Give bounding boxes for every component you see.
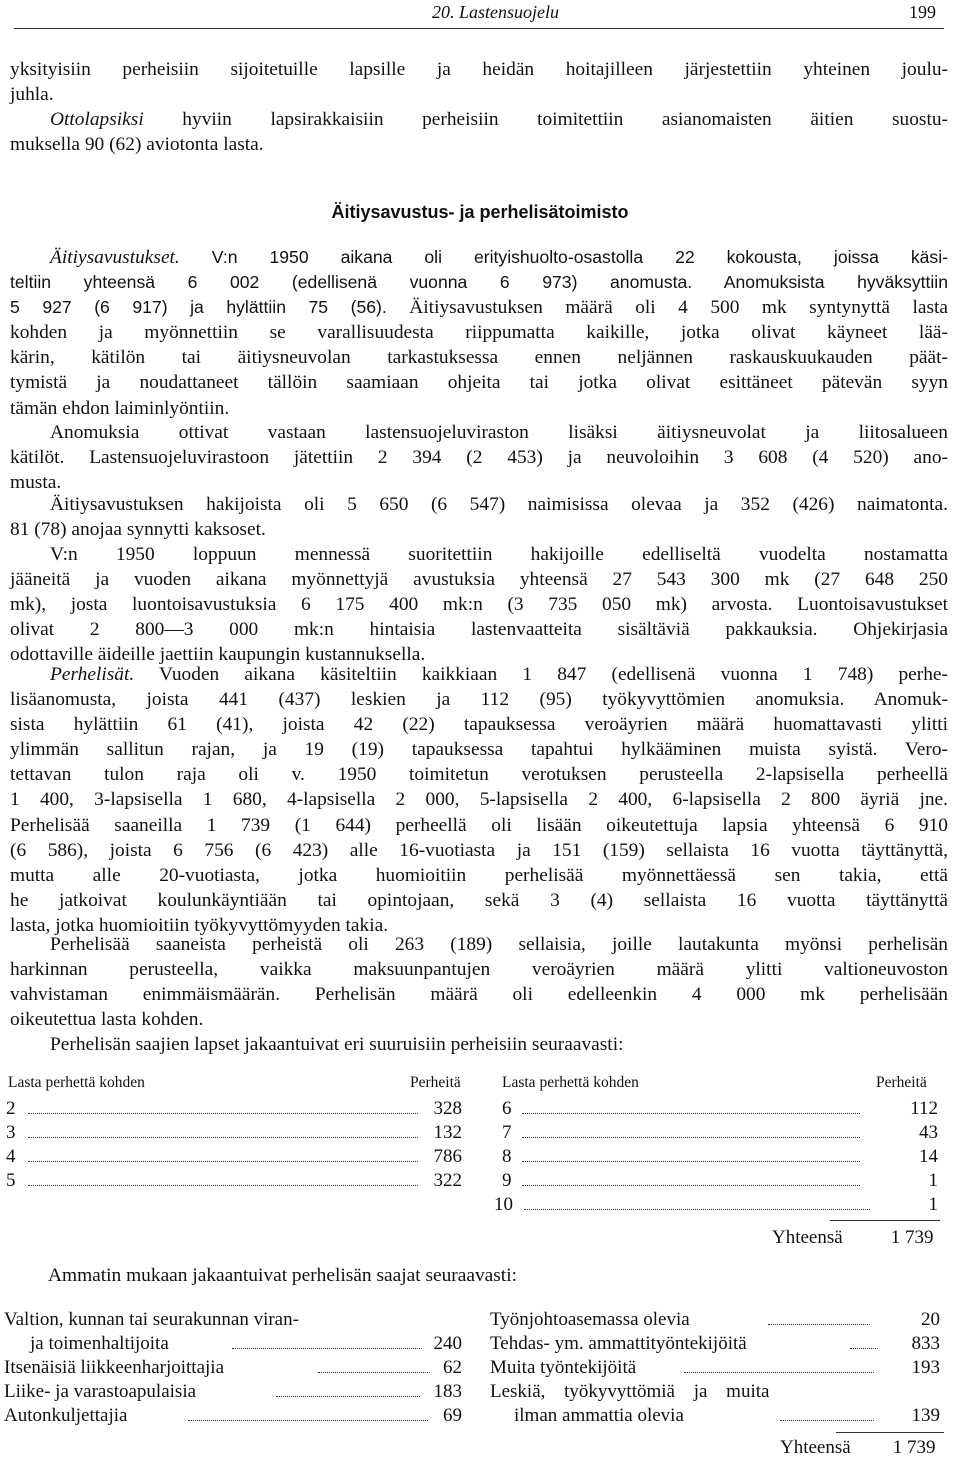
total-label: Yhteensä [780,1437,851,1458]
paragraph-2 [10,107,948,157]
dot-leader [28,1113,418,1114]
text-line: Anomuksia ottivat vastaan lastensuojeluviraston lisäksi äitiysneuvolat ja liitosalueen [50,422,948,443]
row-value: 328 [433,1098,462,1119]
total-value: 1 739 [890,1227,934,1248]
table-row [490,1381,942,1405]
dot-leader [522,1185,860,1186]
row-value: 69 [443,1405,462,1426]
page-number: 199 [909,2,936,22]
paragraph-10: Ammatin mukaan jakaantuivat perhelisän saajat seuraavasti: [48,1265,517,1286]
text-line: vahvistaman enimmäismäärän. Perhelisän määrä oli edelleenkin 4 000 mk perhelisään [10,984,948,1006]
total-label: Yhteensä [772,1227,843,1248]
paragraph-9 [10,1032,948,1057]
row-key: Työnjohtoasemassa olevia [490,1309,690,1330]
text-line: mk), josta luontoisavustuksia 6 175 400 mk:n (3 735 050 mk) arvosta. Luontoisavustukset [10,594,948,616]
table-row [6,1122,464,1146]
text-line: (6 586), joista 6 756 (6 423) alle 16-vuotiasta ja 151 (159) sellaista 16 vuotta täyttänyttä, [10,839,948,861]
row-key: Liike- ja varastoapulaisia [4,1381,197,1402]
row-value: 1 [928,1194,938,1215]
row-value: 62 [443,1357,462,1378]
row-key: Muita työntekijöitä [490,1357,637,1378]
row-value: 112 [910,1098,938,1119]
row-key: Valtion, kunnan tai seurakunnan viran- [4,1309,299,1330]
text-line: muksella 90 (62) aviotonta lasta. [10,134,264,156]
header-rule [14,28,944,29]
table-row [490,1405,942,1429]
paragraph-8 [10,932,948,1032]
row-value: 20 [921,1309,940,1330]
dot-leader [276,1396,420,1397]
table1-right-col-label: Lasta perhettä kohden [502,1074,639,1091]
running-head: 20. Lastensuojelu [432,2,560,22]
dot-leader [780,1420,874,1421]
text-line: teltiin yhteensä 6 002 (edellisenä vuonna 6 973) anomusta. Anomuksista hyväksyttiin [10,272,948,293]
text-line: jääneitä ja vuoden aikana myönnettyjä avustuksia yhteensä 27 543 300 mk (27 648 250 [10,569,948,591]
text-line: V:n 1950 loppuun mennessä suoritettiin hakijoille edelliseltä vuodelta nostamatta [50,544,948,565]
text-line: tettavan tulon raja oli v. 1950 toimitetun verotuksen perusteella 2-lapsisella perheellä [10,764,948,786]
text-line: ylimmän sallitun rajan, ja 19 (19) tapauksessa tapahtui hylkääminen muista syistä. Vero- [10,739,948,761]
dot-leader [28,1185,418,1186]
text-line: 81 (78) anojaa synnytti kaksoset. [10,519,266,541]
table2-total [780,1437,935,1459]
row-value: 193 [911,1357,940,1378]
row-key: 3 [6,1122,16,1143]
text-line [10,245,948,270]
dot-leader [850,1348,878,1349]
italic-term: Äitiysavustukset. [50,247,180,268]
text-line: mutta alle 20-vuotiasta, jotka huomioitiin perhelisää myönnettäessä sen takia, että [10,864,948,886]
text-line [10,662,948,687]
dot-leader [28,1161,418,1162]
text-line: lisäanomusta, joista 441 (437) leskien ja 112 (95) työkyvyttömien anomuksia. Anomuk- [10,689,948,711]
table1-total [772,1227,933,1249]
table-row [4,1333,464,1357]
table-row [6,1146,464,1170]
table-row [502,1170,938,1194]
text-line [10,295,948,320]
dot-leader [188,1420,428,1421]
row-key: 2 [6,1098,16,1119]
dot-leader [524,1209,870,1210]
table-row [490,1357,942,1381]
paragraph-1 [10,57,948,107]
table1-left-col-value: Perheitä [410,1074,461,1091]
table-row [6,1170,464,1194]
row-key: 9 [502,1170,512,1191]
text-line: tämän ehdon laiminlyöntiin. [10,397,230,419]
text-span: Äitiysavustuksen määrä oli 4 500 mk syntynyttä lasta [386,297,948,319]
row-key: 4 [6,1146,16,1167]
paragraph-5 [10,492,948,542]
row-value: 14 [919,1146,938,1167]
row-key: Tehdas- ym. ammattityöntekijöitä [490,1333,747,1354]
row-key: ilman ammattia olevia [514,1405,684,1426]
text-line: tymistä ja noudattaneet tällöin saamiaan ohjeita tai jotka olivat esittäneet pätevän syyn [10,372,948,394]
dot-leader [684,1372,874,1373]
row-value: 322 [433,1170,462,1191]
text-line: yksityisiin perheisiin sijoitetuille lapsille ja heidän hoitajilleen järjestettiin yhteinen joulu- [10,59,948,80]
row-key: Itsenäisiä liikkeenharjoittajia [4,1357,225,1378]
text-line: Perhelisää saaneilla 1 739 (1 644) perheellä oli lisään oikeutettuja lapsia yhteensä 6 910 [10,814,948,836]
dot-leader [522,1161,860,1162]
row-key: 6 [502,1098,512,1119]
text-line: 1 400, 3-lapsisella 1 680, 4-lapsisella 2 000, 5-lapsisella 2 400, 6-lapsisella 2 800 äyriä jne. [10,789,948,811]
table-row [502,1122,938,1146]
table-row [490,1309,942,1333]
row-value: 786 [433,1146,462,1167]
dot-leader [522,1137,860,1138]
text-line: musta. [10,472,62,494]
row-value: 43 [919,1122,938,1143]
row-key: Autonkuljettajia [4,1405,128,1426]
row-value: 1 [928,1170,938,1191]
dot-leader [232,1348,422,1349]
row-key: 7 [502,1122,512,1143]
text-line: Äitiysavustuksen hakijoista oli 5 650 (6 547) naimisissa olevaa ja 352 (426) naimatonta. [50,494,948,515]
dot-leader [768,1324,870,1325]
italic-term: Ottolapsiksi [50,109,144,130]
row-value: 139 [911,1405,940,1426]
row-value: 240 [433,1333,462,1354]
text-line: Perhelisän saajien lapset jakaantuivat eri suuruisiin perheisiin seuraavasti: [50,1034,624,1055]
text-line: harkinnan perusteella, vaikka maksuunpantujen veroäyrien määrä ylitti valtioneuvoston [10,959,948,981]
text-line: odottaville äideille jaettiin kaupungin kustannuksella. [10,644,426,666]
text-span: 5 927 (6 917) ja hylättiin 75 (56). [10,297,387,318]
row-key: ja toimenhaltijoita [30,1333,169,1354]
text-span: Vuoden aikana käsiteltiin kaikkiaan 1 847 (edellisenä vuonna 1 748) perhe- [134,664,948,685]
text-line: olivat 2 800—3 000 mk:n hintaisia lastenvaatteita sisältäviä pakkauksia. Ohjekirjasia [10,619,948,641]
page-header [0,0,960,30]
table1-right-col-value: Perheitä [876,1074,927,1091]
text-line: Perhelisää saaneista perheistä oli 263 (189) sellaisia, joille lautakunta myönsi perhelisän [50,934,948,955]
dot-leader [28,1137,418,1138]
text-line: kätilöt. Lastensuojeluvirastoon jätettiin 2 394 (2 453) ja neuvoloihin 3 608 (4 520) ano- [10,447,948,469]
table-row [4,1357,464,1381]
row-key: 8 [502,1146,512,1167]
table-row [502,1146,938,1170]
table-row [4,1405,464,1429]
row-value: 132 [433,1122,462,1143]
row-value: 833 [911,1333,940,1354]
text-line: sista hylättiin 61 (41), joista 42 (22) tapauksessa veroäyrien määrä huomattavasti ylitti [10,714,948,736]
sum-rule [836,1432,944,1433]
table-row [4,1381,464,1405]
table-row [4,1309,464,1333]
table-row [502,1098,938,1122]
table-row [490,1333,942,1357]
italic-term: Perhelisät. [50,664,135,685]
section-heading: Äitiysavustus- ja perhelisätoimisto [331,202,629,222]
table1-left-col-label: Lasta perhettä kohden [8,1074,145,1091]
row-key: 5 [6,1170,16,1191]
paragraph-3 [10,245,948,421]
sum-rule [830,1220,940,1221]
table-row [6,1098,464,1122]
text-line: juhla. [10,84,54,106]
text-line: oikeutettua lasta kohden. [10,1009,204,1031]
paragraph-4 [10,420,948,495]
text-line: kohden ja myönnettiin se varallisuudesta riippumatta kaikille, jotka olivat käyneet lää- [10,322,948,344]
text-line [10,107,948,132]
total-value: 1 739 [892,1437,936,1458]
text-line: kärin, kätilön tai äitiysneuvolan tarkastuksessa ennen neljännen raskauskuukauden päät- [10,347,948,369]
paragraph-7 [10,662,948,938]
text-span: V:n 1950 aikana oli erityishuolto-osastolla 22 kokousta, joissa käsi- [179,247,948,267]
table-row [494,1194,938,1218]
text-span: hyviin lapsirakkaisiin perheisiin toimitettiin asianomaisten äitien suostu- [143,109,948,130]
dot-leader [318,1372,430,1373]
row-key: Leskiä, työkyvyttömiä ja muita [490,1381,770,1402]
text-line: he jatkoivat koulunkäyntiään tai opintojaan, sekä 3 (4) sellaista 16 vuotta täyttänyttä [10,889,948,911]
paragraph-6 [10,542,948,667]
text-line: lasta, jotka huomioitiin työkyvyttömyyden takia. [10,914,389,936]
row-key: 10 [494,1194,513,1215]
dot-leader [522,1113,860,1114]
row-value: 183 [433,1381,462,1402]
